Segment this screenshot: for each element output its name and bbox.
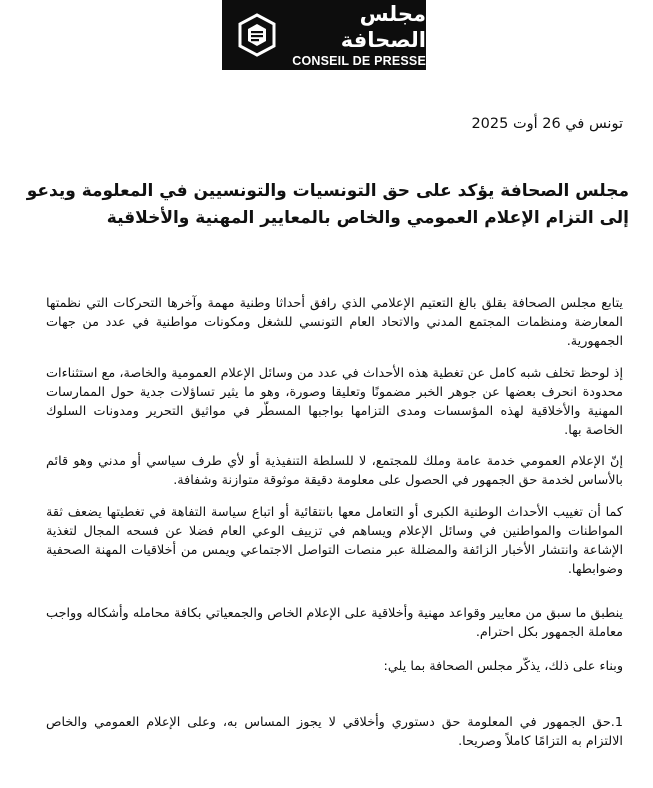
- paragraph-3: إنّ الإعلام العمومي خدمة عامة وملك للمجتمع، لا للسلطة التنفيذية أو لأي طرف سياسي أو مدني وهو قائم بالأساس لخدمة حق الجمهور في الحصول على معلومة دقيقة موثوقة متوازنة وشفافة.: [46, 454, 623, 488]
- paragraph-1: يتابع مجلس الصحافة بقلق بالغ التعتيم الإعلامي الذي رافق أحداثا وطنية مهمة وآخرها التحركات التي نظمتها المعارضة ومنظمات المجتمع المدني والاتحاد العام التونسي للشغل ومكونات مواطنية في عدد من جهات الجمهورية.: [46, 296, 623, 349]
- logo-arabic-name: مجلس الصحافة: [340, 2, 426, 52]
- document-date: تونس في 26 أوت 2025: [471, 116, 623, 132]
- press-council-logo: [222, 0, 426, 70]
- paragraph-5: ينطبق ما سبق من معايير وقواعد مهنية وأخلاقية على الإعلام الخاص والجمعياتي بكافة محامله وأشكاله وواجب معاملة الجمهور بكل احترام.: [46, 606, 623, 640]
- logo-french-name: CONSEIL DE PRESSE: [292, 54, 426, 68]
- paragraph-6: وبناء على ذلك، يذكّر مجلس الصحافة بما يلي:: [383, 659, 623, 674]
- paragraph-2: إذ لوحظ تخلف شبه كامل عن تغطية هذه الأحداث في عدد من وسائل الإعلام العمومية والخاصة، مع استثناءات محدودة انحرف بعضها عن جوهر الخبر مضمونًا وتعليقا وصورة، وهو ما يثير تساؤلات جدية حول الممارسات المهنية والأخلاقية لهذه المؤسسات ومدى التزامها بواجبها المسطّر في مواثيق التحرير ومدونات السلوك الخاصة بها.: [46, 366, 623, 438]
- press-council-emblem-icon: [238, 13, 276, 57]
- press-release-title: مجلس الصحافة يؤكد على حق التونسيات والتونسيين في المعلومة ويدعو إلى التزام الإعلام العمومي والخاص بالمعايير المهنية والأخلاقية: [26, 181, 629, 228]
- paragraph-4: كما أن تغييب الأحداث الوطنية الكبرى أو التعامل معها بانتقائية أو اتباع سياسة التفاهة في تغطيتها يضعف ثقة المواطنات والمواطنين في وسائل الإعلام ويساهم في تزييف الوعي العام فضلا عن فسحه المجال لتغذية الإشاعة وانتشار الأخبار الزائفة والمضللة عبر منصات التواصل الاجتماعي ويمس من أخلاقيات المهنة الصحفية وضوابطها.: [46, 505, 623, 577]
- logo-wordmark: [284, 1, 426, 69]
- paragraph-7-list-item-1: 1.حق الجمهور في المعلومة حق دستوري وأخلاقي لا يجوز المساس به، وعلى الإعلام العمومي والخاص الالتزام به التزامًا كاملاً وصريحا.: [46, 715, 623, 749]
